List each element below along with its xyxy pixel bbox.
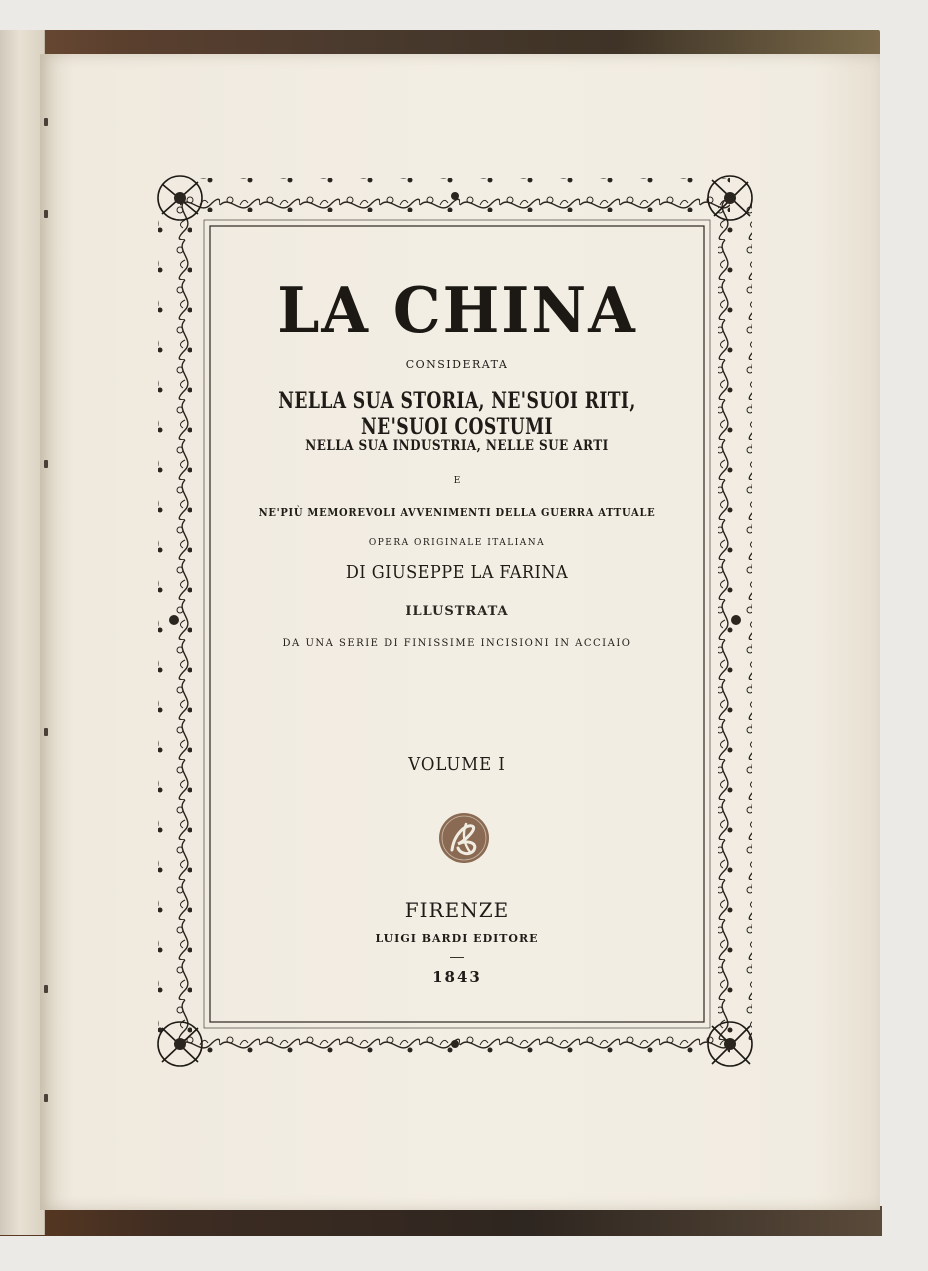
divider [450,957,464,958]
publication-year: 1843 [432,968,482,986]
author-line: DI GIUSEPPE LA FARINA [345,562,569,583]
title-block [210,226,704,1022]
book-title: LA CHINA [277,274,637,348]
opera-text: OPERA ORIGINALE ITALIANA [368,538,546,548]
conjunction-text: E [453,476,461,486]
illustrata-text: ILLUSTRATA [405,604,509,619]
city-name: FIRENZE [404,898,510,922]
considerata-text: CONSIDERATA [405,358,509,371]
subtitle-line-2: NELLA SUA INDUSTRIA, NELLE SUE ARTI [305,438,609,454]
subtitle-line-3: NE'PIÙ MEMOREVOLI AVVENIMENTI DELLA GUERRA ATTUALE [258,506,656,519]
book-cover-top-edge [0,30,880,56]
binding-thread [44,118,48,126]
binding-thread [44,1094,48,1102]
binding-thread [44,210,48,218]
book-gutter [0,30,45,1235]
volume-label: VOLUME I [408,754,506,775]
book-cover-bottom-edge [0,1206,882,1236]
subtitle-line-1: NELLA SUA STORIA, NE'SUOI RITI, NE'SUOI COSTUMI [278,388,636,440]
illustrations-text: DA UNA SERIE DI FINISSIME INCISIONI IN ACCIAIO [282,638,632,649]
binding-thread [44,460,48,468]
binding-thread [44,728,48,736]
publisher-monogram-icon [436,810,492,866]
publisher-name: LUIGI BARDI EDITORE [375,932,539,945]
binding-thread [44,985,48,993]
